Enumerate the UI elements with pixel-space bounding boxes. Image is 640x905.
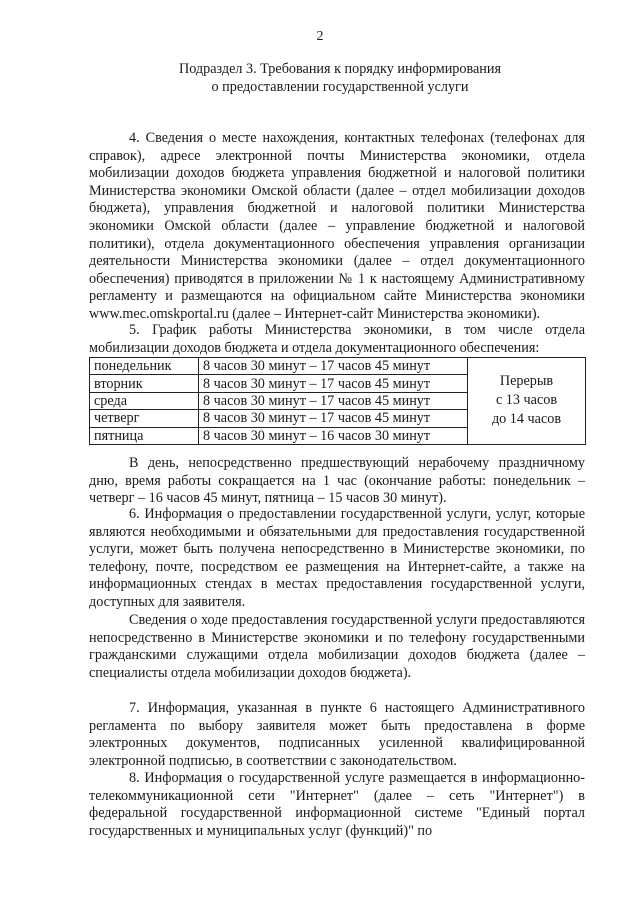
work-schedule-table — [89, 357, 586, 445]
paragraph-8 — [89, 770, 585, 840]
schedule-time: 8 часов 30 минут – 17 часов 45 минут — [199, 375, 468, 392]
paragraph-7 — [89, 700, 585, 770]
schedule-day: пятница — [90, 427, 199, 444]
heading-line-2: о предоставлении государственной услуги — [211, 79, 469, 95]
break-cell — [468, 358, 586, 445]
paragraph-7-text: 7. Информация, указанная в пункте 6 настоящего Административного регламента по выбору заявителя может быть предоставлена в форме электронных документов, подписанных усиленной квалифицированной электронной подписью, в соответствии с законодательством. — [89, 700, 585, 769]
paragraph-6-status — [89, 612, 585, 682]
section-heading — [90, 60, 590, 96]
schedule-day: среда — [90, 392, 199, 409]
break-line-2: с 13 часов — [495, 392, 558, 409]
break-line-3: до 14 часов — [491, 411, 562, 428]
paragraph-5 — [89, 322, 585, 357]
paragraph-4-text: 4. Сведения о месте нахождения, контактных телефонах (телефонах для справок), адресе электронной почты Министерства экономики, отдела мобилизации доходов бюджета управления бюджетной и налоговой политики Министерства экономики Омской области (далее – отдел мобилизации доходов бюджета), управления бюджетной и налоговой политики Министерства экономики Омской области (далее – управление бюджетной и налоговой политики), отдела документационного обеспечения управления организации деятельности Министерства экономики (далее – отдел документационного обеспечения) приводятся в приложении № 1 к настоящему Административному регламенту и размещаются на официальном сайте Министерства экономики www.mec.omskportal.ru (далее – Интернет-сайт Министерства экономики). — [89, 130, 585, 322]
schedule-day: четверг — [90, 410, 199, 427]
table-row — [90, 358, 586, 375]
heading-line-1: Подраздел 3. Требования к порядку информирования — [178, 61, 502, 77]
paragraph-5-text: 5. График работы Министерства экономики, в том числе отдела мобилизации доходов бюджета и отдела документационного обеспечения: — [89, 322, 585, 356]
paragraph-4 — [89, 130, 585, 324]
schedule-time: 8 часов 30 минут – 17 часов 45 минут — [199, 410, 468, 427]
schedule-time: 8 часов 30 минут – 16 часов 30 минут — [199, 427, 468, 444]
schedule-time: 8 часов 30 минут – 17 часов 45 минут — [199, 392, 468, 409]
paragraph-holiday-note — [89, 455, 585, 508]
paragraph-6-text: 6. Информация о предоставлении государственной услуги, услуг, которые являются необходимыми и обязательными для предоставления государственной услуги, может быть получена непосредственно в Министерстве экономики, по телефону, почте, посредством ее размещения на Интернет-сайте, а также на информационных стендах в местах предоставления государственной услуги, доступных для заявителя. — [89, 506, 585, 610]
break-line-1: Перерыв — [499, 373, 554, 390]
schedule-day: вторник — [90, 375, 199, 392]
paragraph-8-text: 8. Информация о государственной услуге размещается в информационно-телекоммуникационной сети "Интернет" (далее – сеть "Интернет") в федеральной государственной информационной системе "Единый портал государственных и муниципальных услуг (функций)" по — [89, 770, 585, 839]
schedule-day: понедельник — [90, 358, 199, 375]
paragraph-6 — [89, 506, 585, 612]
page-number: 2 — [316, 29, 324, 44]
paragraph-6-status-text: Сведения о ходе предоставления государственной услуги предоставляются непосредственно в Министерстве экономики и по телефону государственными гражданскими служащими отдела мобилизации доходов бюджета (далее – специалисты отдела мобилизации доходов бюджета). — [89, 612, 585, 681]
schedule-time: 8 часов 30 минут – 17 часов 45 минут — [199, 358, 468, 375]
paragraph-holiday-note-text: В день, непосредственно предшествующий нерабочему праздничному дню, время работы сокращается на 1 час (окончание работы: понедельник – четверг – 16 часов 45 минут, пятница – 15 часов 30 минут). — [89, 455, 585, 507]
